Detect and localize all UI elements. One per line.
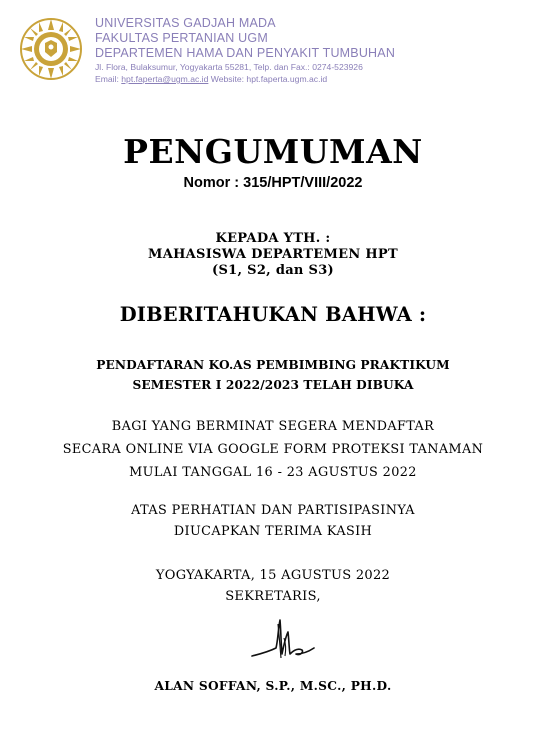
document-number: Nomor : 315/HPT/VIII/2022 [183,175,363,191]
recipient-line: (S1, S2, dan S3) [212,263,334,278]
letterhead-text [95,16,535,85]
instruction-line: MULAI TANGGAL 16 - 23 AGUSTUS 2022 [129,465,417,480]
registration-notice [0,355,546,395]
email-label: Email: [95,74,119,84]
closing-line: ATAS PERHATIAN DAN PARTISIPASINYA [131,503,415,518]
university-name: UNIVERSITAS GADJAH MADA [95,16,276,30]
recipient-line: KEPADA YTH. : [215,231,331,246]
website-link[interactable]: hpt.faperta.ugm.ac.id [246,74,328,84]
faculty-name: FAKULTAS PERTANIAN UGM [95,31,268,45]
closing-line: DIUCAPKAN TERIMA KASIH [173,524,373,539]
signer-role: SEKRETARIS, [225,589,321,604]
recipient-block [0,231,546,279]
website-label: Website: [210,74,245,84]
signer-name: ALAN SOFFAN, S.P., M.SC., PH.D. [154,679,392,693]
instructions [0,415,546,484]
page-title: PENGUMUMAN [123,132,423,171]
letterhead [18,12,538,92]
instruction-line: SECARA ONLINE VIA GOOGLE FORM PROTEKSI TANAMAN [62,442,484,457]
notice-heading: DIBERITAHUKAN BAHWA : [119,303,427,326]
signature-image [248,614,318,670]
ugm-seal-icon [18,16,84,82]
registration-line: PENDAFTARAN KO.AS PEMBIMBING PRAKTIKUM [96,358,450,372]
email-link[interactable]: hpt.faperta@ugm.ac.id [121,74,209,84]
place-date: YOGYAKARTA, 15 AGUSTUS 2022 [155,568,391,583]
place-date-block [0,565,546,607]
closing-text [0,500,546,542]
registration-line: SEMESTER I 2022/2023 TELAH DIBUKA [132,378,414,392]
department-name: DEPARTEMEN HAMA DAN PENYAKIT TUMBUHAN [95,46,396,60]
address: Jl. Flora, Bulaksumur, Yogyakarta 55281, Telp. dan Fax.: 0274-523926 [95,62,363,72]
instruction-line: BAGI YANG BERMINAT SEGERA MENDAFTAR [111,419,435,434]
contact-line [95,73,535,85]
recipient-line: MAHASISWA DEPARTEMEN HPT [148,247,398,262]
